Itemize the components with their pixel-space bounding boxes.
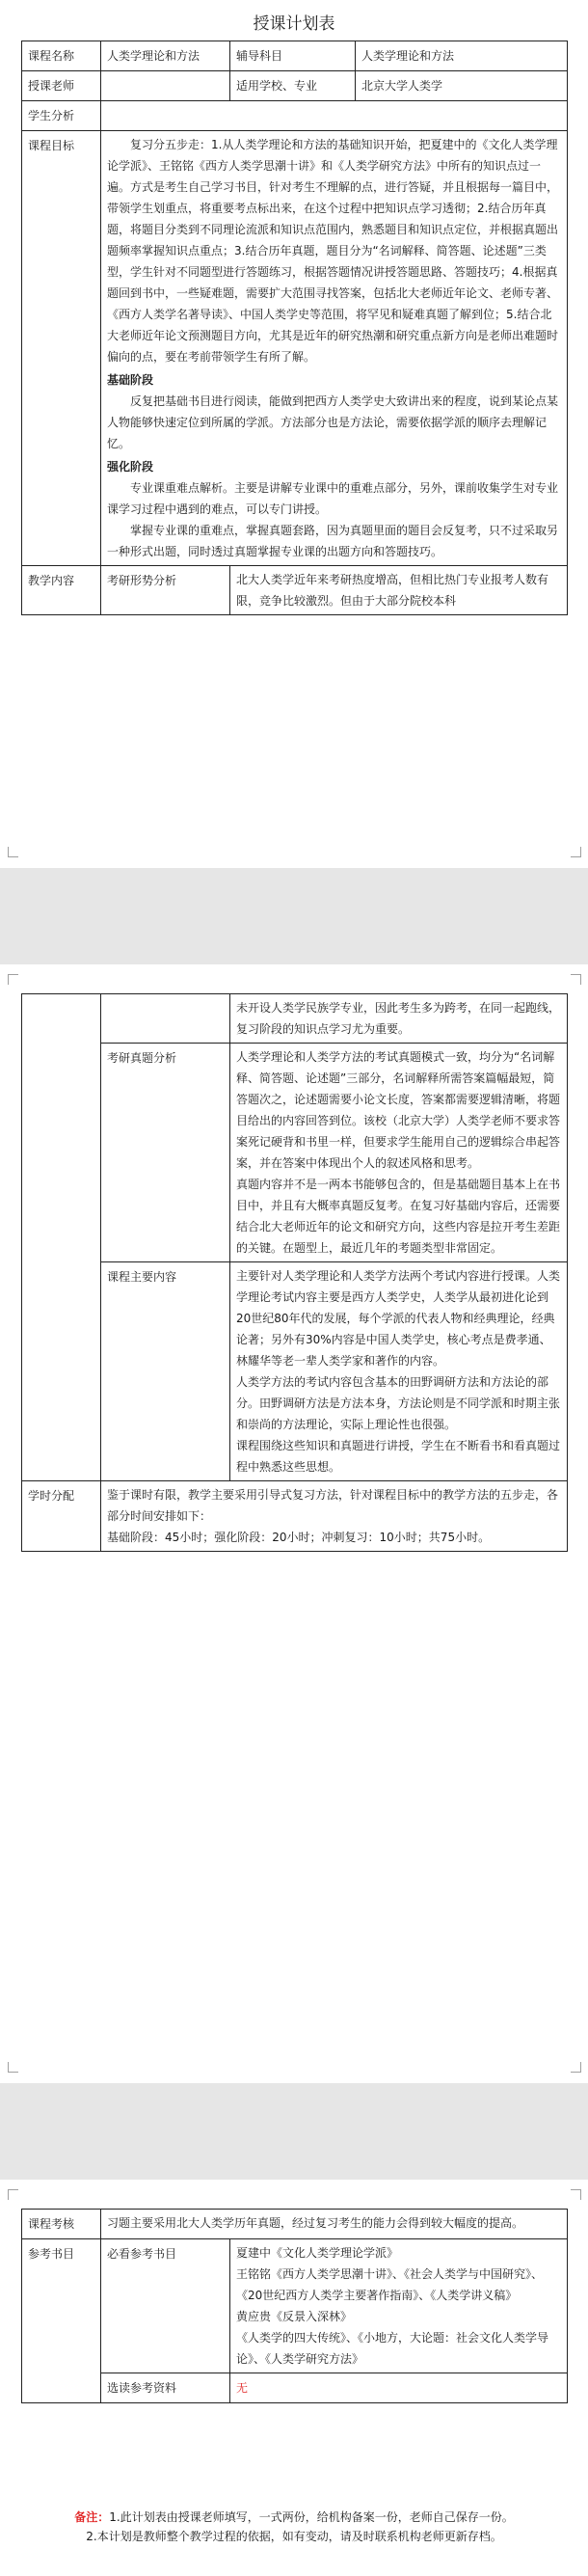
plan-table-page2 [21,993,568,1552]
label-assessment: 课程考核 [22,2210,101,2239]
main-content-text-3: 课程围绕这些知识和真题进行讲授，学生在不断看书和看真题过程中熟悉这些思想。 [236,1439,561,1474]
main-content-text-2: 人类学方法的考试内容包含基本的田野调研方法和方法论的部分。田野调研方法是方法本身，方法论则是不同学派和时期主张和崇尚的方法理论，实际上理论性也很强。 [236,1375,561,1431]
intensive-stage-text-1: 专业课重难点解析。主要是讲解专业课中的重难点部分，另外，课前收集学生对专业课学习过程中遇到的难点，可以专门讲授。 [107,481,559,516]
past-exams-text-1: 人类学理论和人类学方法的考试真题模式一致，均分为“名词解释、简答题、论述题”三部分，名词解释所需答案篇幅最短，简答题次之，论述题需要小论文长度，答案都需要逻辑清晰，将题目给出的内容回答到位。该校（北京大学）人类学老师不要求答案死记硬背和书里一样，但要求学生能用自己的逻辑综合串起答案，并在答案中体现出个人的叙述风格和思考。 [236,1050,561,1170]
page-corner-mark [8,974,18,985]
value-teacher [101,71,230,101]
heading-basic-stage: 基础阶段 [107,373,154,387]
assessment-text: 习题主要采用北大人类学历年真题，经过复习考生的能力会得到较大幅度的提高。 [101,2210,568,2239]
label-course-name: 课程名称 [22,41,101,71]
page-corner-mark [8,2062,18,2073]
past-exams-content [230,1044,568,1262]
book-item: 《人类学的四大传统》、《小地方，大论题：社会文化人类学导论》、《人类学研究方法》 [236,2331,549,2366]
row-assessment [22,2210,568,2239]
row-teacher [22,71,568,101]
row-exam-situation-cont [22,994,568,1044]
main-content-text-1: 主要针对人类学理论和人类学方法两个考试内容进行授课。人类学理论考试内容主要是西方人类学史，人类学从最初进化论到20世纪80年代的发展，每个学派的代表人物和经典理论，经典论著；另外有30%内容是中国人类学史，核心考点是费孝通、林耀华等老一辈人类学家和著作的内容。 [236,1269,561,1368]
intensive-stage-text-2: 掌握专业课的重难点，掌握真题套路，因为真题里面的题目会反复考，只不过采取另一种形式出题，同时透过真题掌握专业课的出题方向和答题技巧。 [107,524,559,558]
row-hours [22,1481,568,1552]
page-corner-mark [571,2062,581,2073]
note-text-2: 2.本计划是教师整个教学过程的依据，如有变动，请及时联系机构老师更新存档。 [86,2530,502,2543]
page-corner-mark [8,847,18,857]
value-optional-reading: 无 [230,2373,568,2403]
hours-text-2: 基础阶段：45小时；强化阶段：20小时；冲刺复习：10小时；共75小时。 [107,1531,491,1544]
cell-empty [101,994,230,1044]
exam-situation-text-part1: 北大人类学近年来考研热度增高，但相比热门专业报考人数有限，竞争比较激烈。但由于大部分院校本科 [230,566,568,615]
page-3 [0,2180,588,2576]
page-1 [0,0,588,868]
label-subject: 辅导科目 [230,41,356,71]
label-past-exams: 考研真题分析 [101,1044,230,1262]
label-student-analysis: 学生分析 [22,101,101,131]
plan-table-page3 [21,2209,568,2403]
label-required-books: 必看参考书目 [101,2239,230,2373]
heading-intensive-stage: 强化阶段 [107,460,154,474]
page-gap [0,868,588,964]
value-subject: 人类学理论和方法 [356,41,568,71]
row-past-exams [22,1044,568,1262]
row-student-analysis [22,101,568,131]
past-exams-text-2: 真题内容并不是一两本书能够包含的，但是基础题目基本上在书目中，并且有大概率真题反复考。在复习好基础内容后，还需要结合北大老师近年的论文和研究方向，这些内容是拉开考生差距的关键。在题型上，最近几年的考题类型非常固定。 [236,1178,561,1255]
label-optional-reading: 选读参考资料 [101,2373,230,2403]
page-corner-mark [571,2189,581,2200]
page-corner-mark [571,847,581,857]
basic-stage-text: 反复把基础书目进行阅读，能做到把西方人类学史大致讲出来的程度，说到某论点某人物能够快速定位到所属的学派。方法部分也是方法论，需要依据学派的顺序去理解记忆。 [107,394,559,450]
course-goals-content [101,131,568,566]
hours-content [101,1481,568,1552]
page-corner-mark [571,974,581,985]
row-course-name [22,41,568,71]
notes [21,2508,567,2546]
label-hours: 学时分配 [22,1481,101,1552]
exam-situation-text-part2: 未开设人类学民族学专业，因此考生多为跨考，在同一起跑线，复习阶段的知识点学习尤为重要。 [230,994,568,1044]
value-course-name: 人类学理论和方法 [101,41,230,71]
label-school: 适用学校、专业 [230,71,356,101]
row-course-goals [22,131,568,566]
label-teaching-content: 教学内容 [22,566,101,615]
note-text-1: 1.此计划表由授课老师填写，一式两份，给机构备案一份，老师自己保存一份。 [109,2510,514,2524]
label-course-goals: 课程目标 [22,131,101,566]
label-teaching-content-cont [22,994,101,1481]
note-label: 备注： [74,2510,110,2524]
value-student-analysis [101,101,568,131]
goals-intro: 复习分五步走：1.从人类学理论和方法的基础知识开始，把夏建中的《文化人类学理论学派》、王铭铭《西方人类学思潮十讲》和《人类学研究方法》中所有的知识点过一遍。方式是考生自己学习书目，针对考生不理解的点，进行答疑，并且根据每一篇目中，带领学生划重点，将重要考点标出来，在这个过程中把知识点学习透彻；2.结合历年真题，将题目分类到不同理论流派和知识点范围内，熟悉题目和知识点定位，并根据真题出题频率掌握知识点重点；3.结合历年真题，题目分为“名词解释、简答题、论述题”三类型，学生针对不同题型进行答题练习，根据答题情况讲授答题思路、答题技巧；4.根据真题回到书中，一些疑难题，需要扩大范围寻找答案，包括北大老师近年论文、老师专著、《西方人类学名著导读》、中国人类学史等范围，将罕见和疑难真题了解到位；5.结合北大老师近年论文预测题目方向，尤其是近年的研究热潮和研究重点新方向是老师出难题时偏向的点，要在考前带领学生有所了解。 [107,138,559,364]
note-line-1 [21,2508,567,2527]
book-item: 王铭铭《西方人类学思潮十讲》、《社会人类学与中国研究》、《20世纪西方人类学主要著作指南》、《人类学讲义稿》 [236,2267,544,2302]
book-item: 黄应贵《反景入深林》 [236,2310,353,2323]
row-optional [22,2373,568,2403]
page-corner-mark [8,2189,18,2200]
hours-text-1: 鉴于课时有限，教学主要采用引导式复习方法，针对课程目标中的教学方法的五步走，各部分时间安排如下： [107,1488,559,1523]
page-title: 授课计划表 [253,14,335,34]
page-2 [0,964,588,2083]
label-exam-situation: 考研形势分析 [101,566,230,615]
label-teacher: 授课老师 [22,71,101,101]
main-content [230,1262,568,1481]
plan-table-page1 [21,41,568,615]
label-main-content: 课程主要内容 [101,1262,230,1481]
row-books [22,2239,568,2373]
value-school: 北京大学人类学 [356,71,568,101]
label-reference-books: 参考书目 [22,2239,101,2403]
row-teaching-content [22,566,568,615]
book-item: 夏建中《文化人类学理论学派》 [236,2246,399,2260]
row-main-content [22,1262,568,1481]
page-gap [0,2083,588,2180]
required-books-list [230,2239,568,2373]
